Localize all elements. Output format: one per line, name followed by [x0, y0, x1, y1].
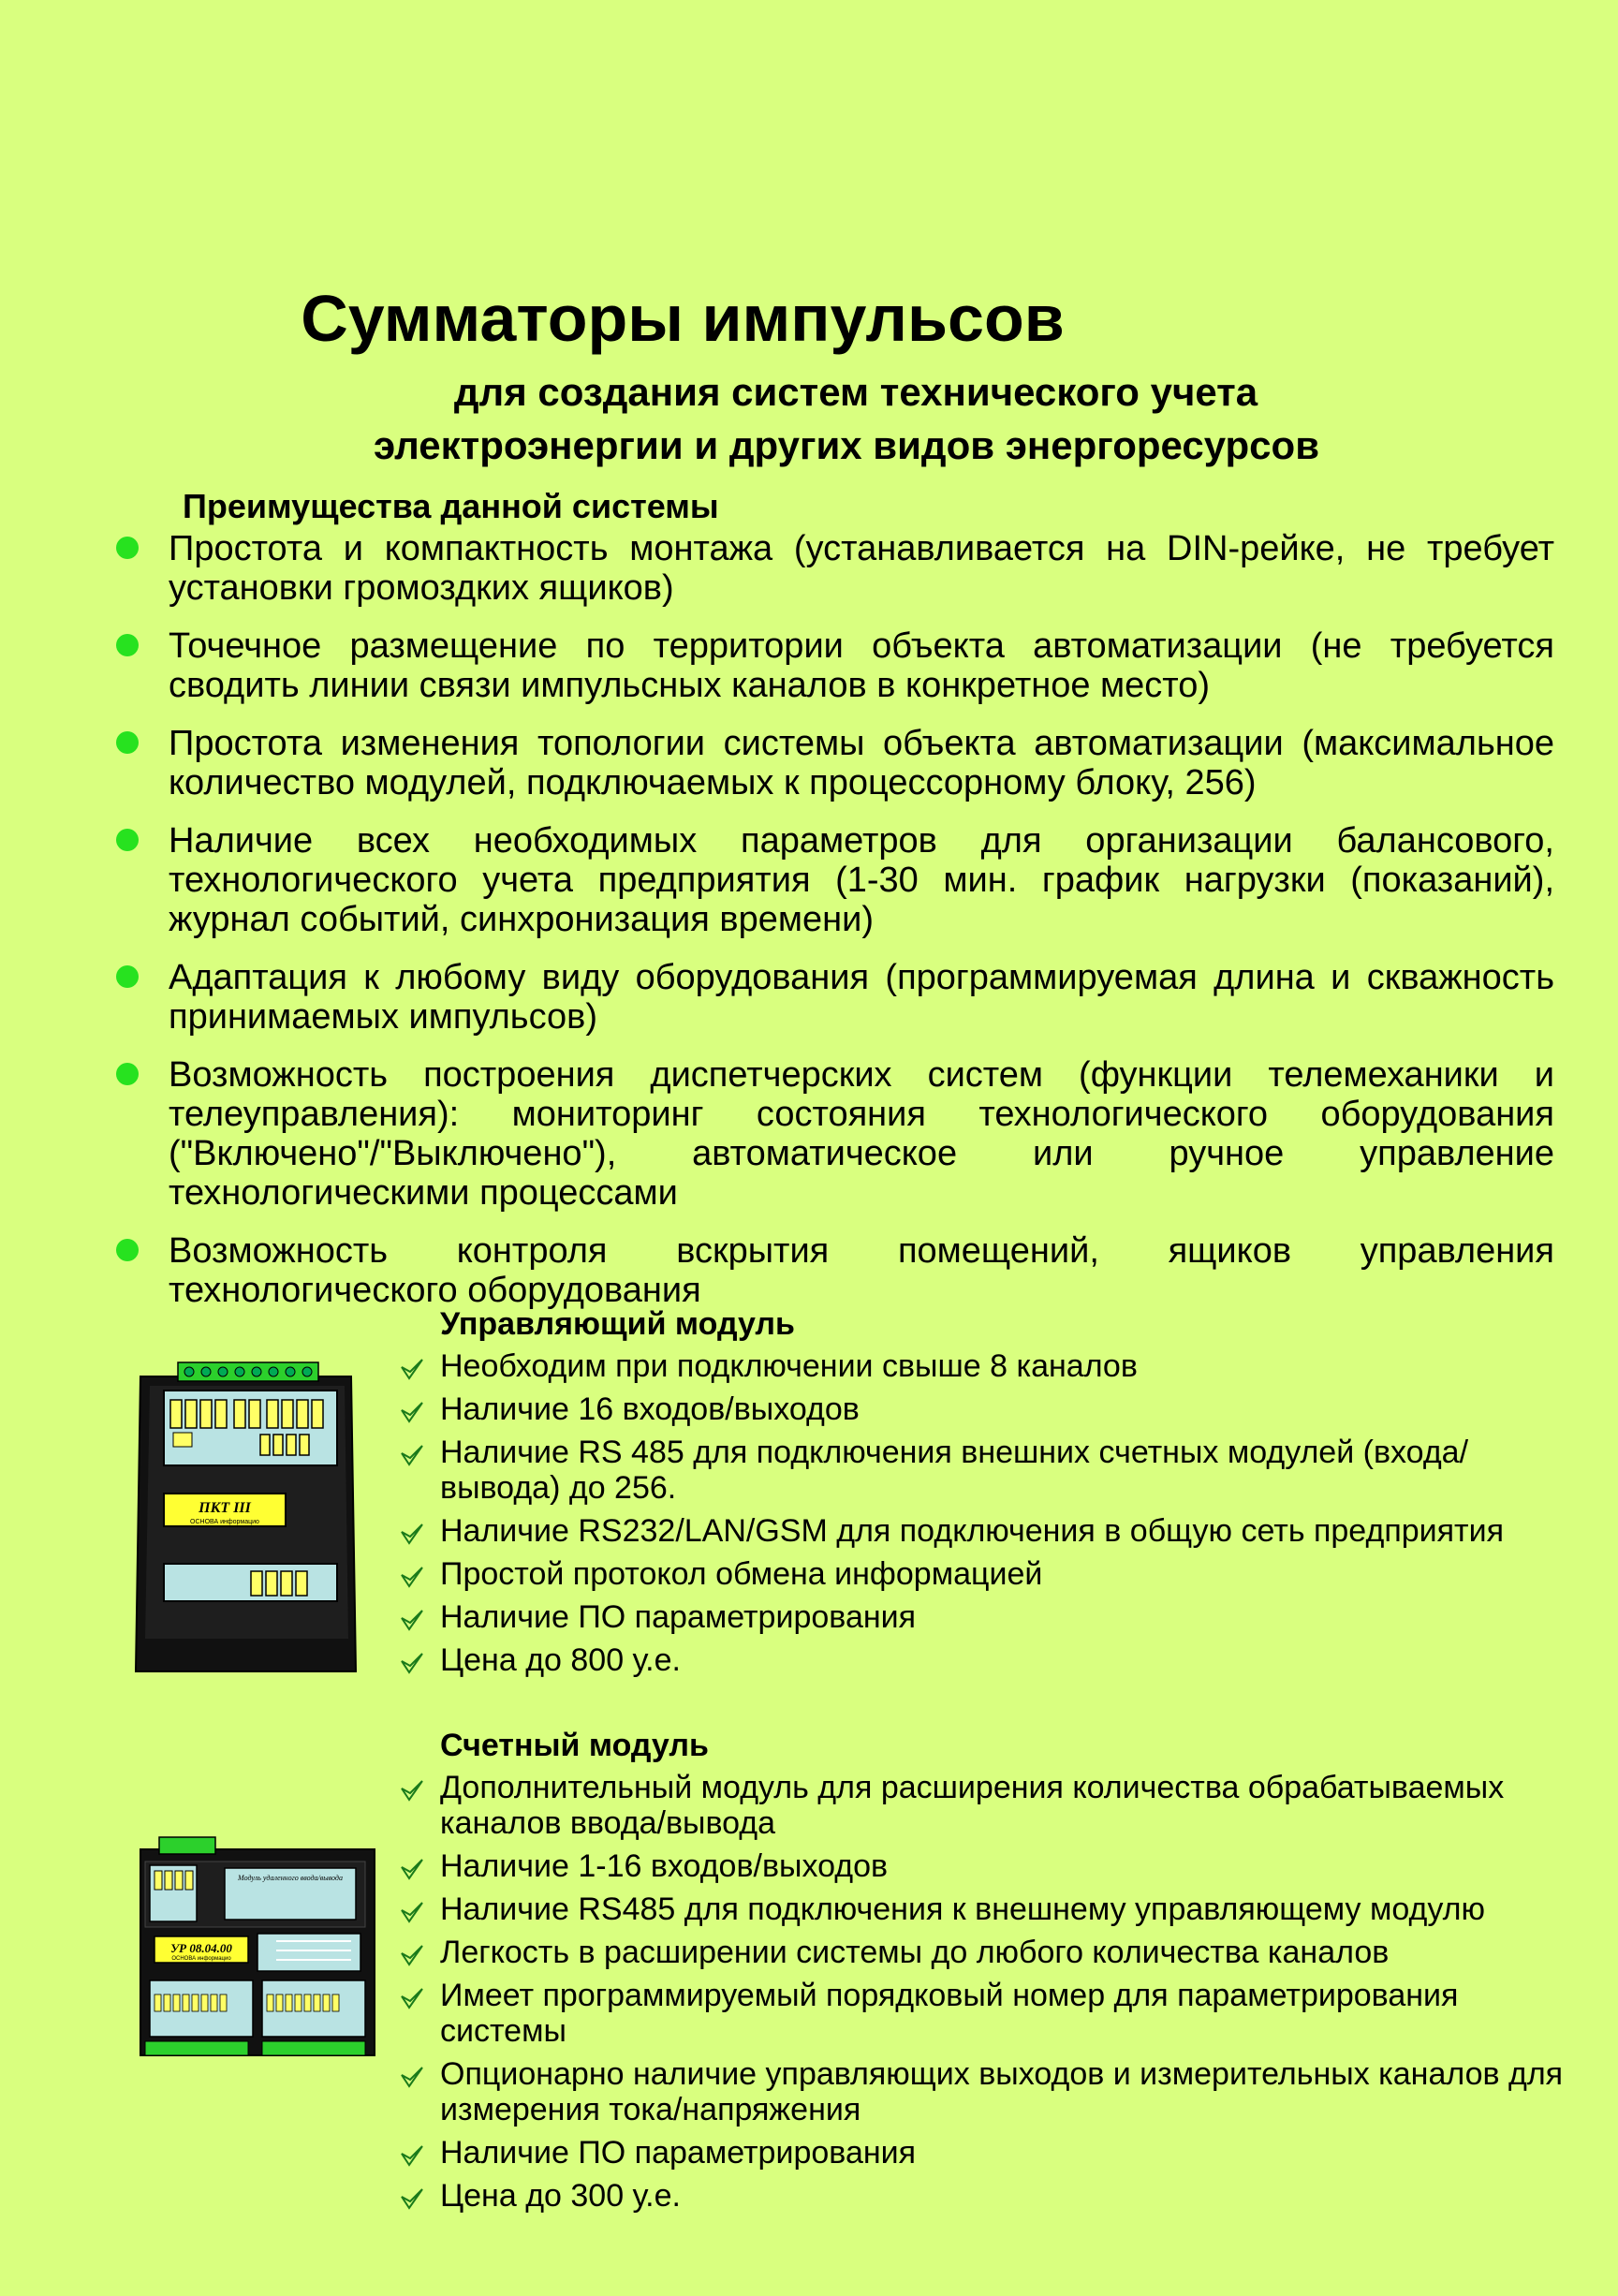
checkmark-icon [399, 2186, 425, 2212]
checkmark-icon [399, 1521, 425, 1547]
module-feature-item [440, 1848, 1564, 1884]
module-feature-text: Наличие 16 входов/выходов [440, 1391, 860, 1427]
control-module-image [131, 1358, 365, 1676]
module-feature-text: Наличие RS232/LAN/GSM для подключения в общую сеть предприятия [440, 1513, 1505, 1549]
control-module-sublabel: ОСНОВА информацио [190, 1519, 259, 1525]
advantage-item [169, 1231, 1554, 1310]
advantage-text: Точечное размещение по территории объекта автоматизации (не требуется сводить линии связи импульсных каналов в конкретное место) [169, 626, 1554, 705]
advantage-text: Простота и компактность монтажа (устанавливается на DIN-рейке, не требует установки громоздких ящиков) [169, 529, 1554, 608]
module-feature-item [440, 1642, 1564, 1678]
green-dot-icon [116, 829, 139, 851]
module-feature-text: Цена до 800 у.е. [440, 1642, 681, 1678]
advantage-item [169, 1055, 1554, 1213]
checkmark-icon [399, 1356, 425, 1382]
module-feature-text: Наличие RS 485 для подключения внешних счетных модулей (входа/вывода) до 256. [440, 1435, 1469, 1506]
module-feature-item [440, 1513, 1564, 1549]
module-feature-text: Имеет программируемый порядковый номер для параметрирования системы [440, 1978, 1459, 2049]
checkmark-icon [399, 1564, 425, 1590]
advantage-item [169, 724, 1554, 802]
green-dot-icon [116, 634, 139, 656]
counter-module-label: УР 08.04.00 [170, 1941, 232, 1955]
module-feature-text: Простой протокол обмена информацией [440, 1556, 1043, 1592]
advantage-text: Возможность контроля вскрытия помещений, ящиков управления технологического оборудования [169, 1231, 1554, 1310]
module-feature-item [440, 1770, 1564, 1841]
counter-module-image [136, 1835, 379, 2060]
checkmark-icon [399, 2064, 425, 2090]
module-feature-item [440, 2056, 1564, 2127]
advantage-item [169, 958, 1554, 1037]
module-feature-item [440, 1599, 1564, 1635]
module-feature-item [440, 1391, 1564, 1427]
control-module-label: ПКТ III [199, 1500, 251, 1516]
checkmark-icon [399, 1942, 425, 1968]
page-title: Сумматоры импульсов [301, 282, 1065, 355]
advantage-text: Простота изменения топологии системы объекта автоматизации (максимальное количество модулей, подключаемых к процессорному блоку, 256) [169, 724, 1554, 802]
module-feature-text: Необходим при подключении свыше 8 каналов [440, 1348, 1138, 1384]
module-feature-item [440, 1978, 1564, 2049]
advantage-text: Возможность построения диспетчерских систем (функции телемеханики и телеуправления): мониторинг состояния технологического оборудования ("Включено"/"Выключено"), автоматическое или ручное управление технологическими процессами [169, 1055, 1554, 1213]
module-feature-item [440, 2135, 1564, 2171]
checkmark-icon [399, 1442, 425, 1468]
module-feature-text: Опционарно наличие управляющих выходов и измерительных каналов для измерения тока/напряжения [440, 2056, 1564, 2127]
module-feature-text: Цена до 300 у.е. [440, 2178, 681, 2214]
counter-module-list [440, 1770, 1564, 2221]
checkmark-icon [399, 1650, 425, 1676]
module-feature-text: Наличие ПО параметрирования [440, 1599, 917, 1635]
module-feature-text: Дополнительный модуль для расширения количества обрабатываемых каналов ввода/вывода [440, 1770, 1505, 1841]
checkmark-icon [399, 1777, 425, 1803]
advantages-list [169, 529, 1554, 1329]
module-feature-item [440, 1435, 1564, 1506]
control-module-heading: Управляющий модуль [440, 1306, 795, 1342]
advantage-text: Наличие всех необходимых параметров для организации балансового, технологического учета предприятия (1-30 мин. график нагрузки (показаний), журнал событий, синхронизация времени) [169, 821, 1554, 939]
module-feature-text: Наличие ПО параметрирования [440, 2135, 917, 2171]
green-dot-icon [116, 731, 139, 754]
module-feature-text: Наличие 1-16 входов/выходов [440, 1848, 889, 1884]
checkmark-icon [399, 1985, 425, 2011]
module-feature-text: Легкость в расширении системы до любого количества каналов [440, 1935, 1390, 1970]
module-feature-item [440, 1556, 1564, 1592]
counter-module-caption: Модуль удаленного ввода/вывода [238, 1874, 343, 1882]
green-dot-icon [116, 1239, 139, 1261]
advantage-item [169, 626, 1554, 705]
advantage-text: Адаптация к любому виду оборудования (программируемая длина и скважность принимаемых импульсов) [169, 958, 1554, 1037]
subtitle-line-1: для создания систем технического учета [453, 370, 1258, 414]
green-dot-icon [116, 965, 139, 988]
module-feature-text: Наличие RS485 для подключения к внешнему управляющему модулю [440, 1891, 1485, 1927]
green-dot-icon [116, 537, 139, 559]
counter-module-heading: Счетный модуль [440, 1728, 709, 1763]
counter-module-sublabel: ОСНОВА информацио [171, 1956, 231, 1962]
module-feature-item [440, 1935, 1564, 1970]
advantage-item [169, 821, 1554, 939]
green-dot-icon [116, 1063, 139, 1085]
subtitle-line-2: электроэнергии и других видов энергоресурсов [373, 423, 1320, 467]
module-feature-item [440, 1891, 1564, 1927]
advantage-item [169, 529, 1554, 608]
checkmark-icon [399, 1399, 425, 1425]
checkmark-icon [399, 2142, 425, 2169]
module-feature-item [440, 1348, 1564, 1384]
control-module-list [440, 1348, 1564, 1685]
checkmark-icon [399, 1899, 425, 1925]
module-feature-item [440, 2178, 1564, 2214]
checkmark-icon [399, 1856, 425, 1882]
checkmark-icon [399, 1607, 425, 1633]
advantages-heading: Преимущества данной системы [183, 487, 719, 525]
